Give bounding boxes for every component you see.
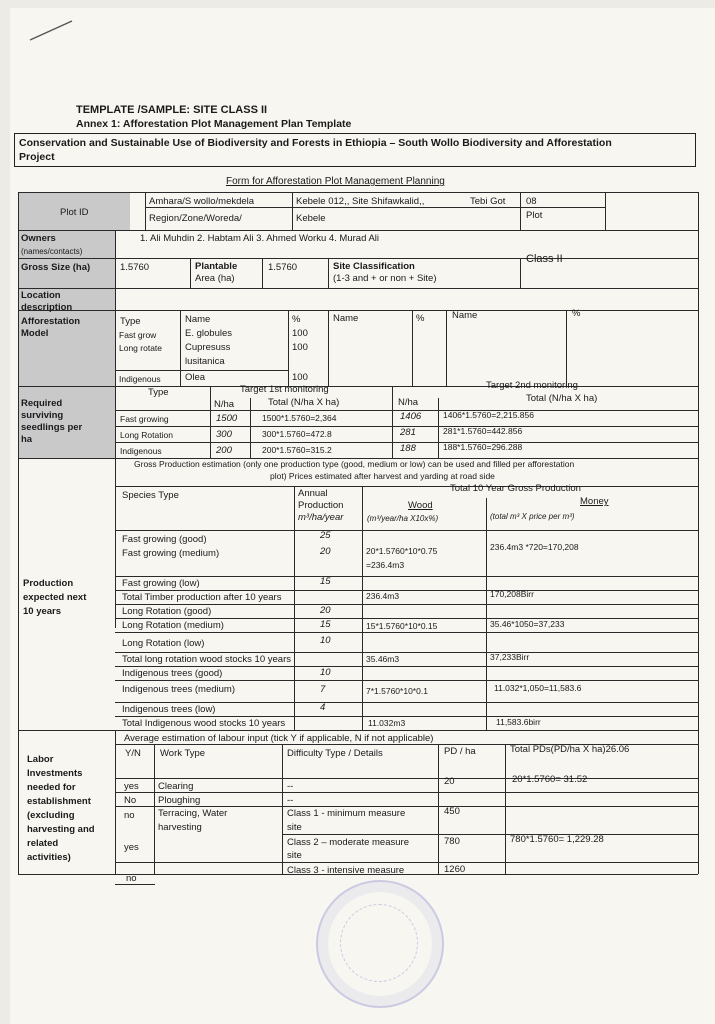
seedlings-label-4: ha (21, 434, 33, 445)
labor-label-8: activities) (27, 852, 71, 863)
owners-value: 1. Ali Muhdin 2. Habtam Ali 3. Ahmed Worku 4. Murad Ali (140, 233, 380, 244)
labor-note: Average estimation of labour input (tick Y if applicable, N if not applicable) (124, 733, 434, 744)
aff-row-name: E. globules (185, 328, 233, 339)
species-row-annual: 25 (320, 530, 331, 541)
total-production-header: Total 10 Year Gross Production (450, 483, 581, 494)
species-total-row: Total Indigenous wood stocks 10 years (122, 718, 286, 729)
labor-row-pd: 780 (444, 836, 460, 847)
seedling-row-n1: 1500 (216, 413, 238, 424)
species-row-wood: 7*1.5760*10*0.1 (366, 686, 428, 696)
aff-row-name-cont: lusitanica (185, 356, 225, 367)
labor-row-pd: 450 (444, 806, 460, 817)
species-row: Indigenous trees (low) (122, 704, 216, 715)
seedlings-label-1: Required (21, 398, 63, 409)
location-description-label: description (21, 302, 73, 313)
species-total-wood: 236.4m3 (366, 591, 400, 601)
plot-id-label: Plot ID (60, 207, 89, 218)
seedling-row-n2: 188 (400, 443, 416, 454)
gross-size-label: Gross Size (ha) (21, 262, 91, 273)
aff-row-type: Indigenous (119, 374, 161, 384)
aff-name-header-3: Name (452, 310, 478, 321)
wood-header: Wood (408, 500, 433, 511)
species-row-annual: 10 (320, 635, 331, 646)
seedling-row-type: Long Rotation (120, 430, 173, 440)
species-total-row: Total long rotation wood stocks 10 years (122, 654, 291, 665)
labor-label-1: Labor (27, 754, 54, 765)
labor-row-diff: -- (287, 781, 294, 792)
labor-row-diff: Class 1 - minimum measure (287, 808, 406, 819)
template-heading: TEMPLATE /SAMPLE: SITE CLASS II (76, 104, 268, 116)
labor-row-yn: yes (124, 842, 139, 853)
work-type-header: Work Type (160, 748, 206, 759)
aff-name-header-2: Name (333, 313, 359, 324)
seedling-row-n2: 281 (400, 427, 416, 438)
labor-row-yn: yes (124, 781, 139, 792)
production-label-2: expected next (23, 592, 87, 603)
aff-pct-header: % (292, 314, 301, 325)
afforestation-model-label: Model (21, 328, 49, 339)
pen-stroke-mark (28, 18, 74, 44)
labor-label-4: establishment (27, 796, 91, 807)
production-label-3: 10 years (23, 606, 62, 617)
labor-row-diff: Class 2 – moderate measure (287, 837, 409, 848)
species-row: Indigenous trees (medium) (122, 684, 235, 695)
site-class-label: Site Classification (333, 261, 415, 272)
species-total-wood: 11.032m3 (368, 718, 406, 728)
species-row: Fast growing (good) (122, 534, 207, 545)
project-title-line2: Project (19, 151, 55, 163)
labor-row-yn: No (124, 795, 137, 806)
species-row: Long Rotation (good) (122, 606, 212, 617)
nha-header-1: N/ha (214, 399, 235, 410)
labor-row-diff: -- (287, 795, 294, 806)
labor-row-work: Terracing, Water (158, 808, 228, 819)
production-note-1: Gross Production estimation (only one production type (good, medium or low) can be used and filled per afforestation (134, 459, 575, 469)
total-1-header: Total (N/ha X ha) (268, 397, 340, 408)
seedling-row-total1: 300*1.5760=472.8 (262, 429, 332, 439)
project-title-line1: Conservation and Sustainable Use of Biodiversity and Forests in Ethiopia – South Wollo Biodiversity and Afforestation (19, 137, 612, 149)
total-pd-header: Total PDs(PD/ha X ha)26.06 (510, 744, 630, 755)
species-row: Fast growing (medium) (122, 548, 220, 559)
tebi-got-value: Tebi Got (470, 196, 506, 207)
species-row: Long Rotation (medium) (122, 620, 224, 631)
labor-label-6: harvesting and (27, 824, 95, 835)
aff-row-pct: 100 (292, 328, 308, 339)
location-label: Location (21, 290, 61, 301)
plantable-value: 1.5760 (268, 262, 298, 273)
labor-row-diff-cont: site (287, 822, 302, 833)
annual-header-2: Production (298, 500, 344, 511)
seedling-row-n2: 1406 (400, 411, 422, 422)
labor-row-total: 780*1.5760= 1,229.28 (510, 834, 604, 845)
aff-row-type: Fast grow (119, 330, 157, 340)
money-header: Money (580, 496, 609, 507)
labor-row-pd: 1260 (444, 864, 466, 875)
species-row-money: 11.032*1,050=11,583.6 (494, 683, 582, 693)
owners-sub-label: (names/contacts) (21, 247, 83, 256)
labor-row-diff: Class 3 - intensive measure (287, 865, 405, 876)
species-row: Indigenous trees (good) (122, 668, 223, 679)
species-row-money: 236.4m3 *720=170,208 (490, 542, 579, 552)
target-1-header: Target 1st monitoring (240, 384, 329, 395)
labor-label-7: related (27, 838, 59, 849)
plot-number-label: Plot (526, 210, 543, 221)
seedling-row-type: Indigenous (120, 446, 162, 456)
seedling-row-total2: 188*1.5760=296.288 (443, 442, 523, 452)
project-title-box (14, 133, 696, 167)
seedlings-type-header: Type (148, 387, 169, 398)
labor-row-work: Ploughing (158, 795, 201, 806)
seedling-row-n1: 300 (216, 429, 232, 440)
site-class-value: Class II (526, 253, 563, 265)
seedling-row-total2: 281*1.5760=442.856 (443, 426, 523, 436)
species-total-wood: 35.46m3 (366, 654, 400, 664)
species-row-annual: 20 (320, 605, 331, 616)
species-row: Long Rotation (low) (122, 638, 205, 649)
aff-pct-header-2: % (416, 313, 425, 324)
seedlings-label-3: seedlings per (21, 422, 83, 433)
labor-label-3: needed for (27, 782, 76, 793)
gross-size-value: 1.5760 (120, 262, 150, 273)
difficulty-header: Difficulty Type / Details (287, 748, 383, 759)
species-total-row: Total Timber production after 10 years (122, 592, 282, 603)
owners-label: Owners (21, 233, 56, 244)
annual-header-1: Annual (298, 488, 328, 499)
total-2-header: Total (N/ha X ha) (526, 393, 598, 404)
species-row-wood: 15*1.5760*10*0.15 (366, 621, 438, 631)
aff-row-name: Cupresuss (185, 342, 231, 353)
species-total-money: 37,233Birr (490, 652, 530, 662)
species-row-annual: 7 (320, 684, 326, 695)
aff-type-header: Type (120, 316, 141, 327)
seedling-row-type: Fast growing (120, 414, 169, 424)
aff-pct-header-3: % (572, 308, 581, 319)
yn-header: Y/N (125, 748, 141, 759)
form-title: Form for Afforestation Plot Management Planning (226, 176, 445, 187)
labor-row-yn: no (126, 873, 137, 884)
annual-header-3: m³/ha/year (298, 512, 344, 523)
production-label-1: Production (23, 578, 74, 589)
species-row-wood-result: =236.4m3 (366, 560, 405, 570)
target-2-header: Target 2nd monitoring (486, 380, 578, 391)
species-type-header: Species Type (122, 490, 179, 501)
seedling-row-total1: 1500*1.5760=2,364 (262, 413, 337, 423)
seedlings-label-2: surviving (21, 410, 64, 421)
kebele-label: Kebele (296, 213, 326, 224)
species-row-wood: 20*1.5760*10*0.75 (366, 546, 438, 556)
region-value: Amhara/S wollo/mekdela (149, 196, 255, 207)
labor-row-pd: 20 (444, 776, 455, 787)
plantable-area-label: Area (ha) (195, 273, 235, 284)
plantable-label: Plantable (195, 261, 238, 272)
pd-ha-header: PD / ha (444, 746, 476, 757)
species-total-money: 170,208Birr (490, 589, 534, 599)
aff-row-pct: 100 (292, 372, 308, 383)
seedling-row-total1: 200*1.5760=315.2 (262, 445, 332, 455)
kebele-value: Kebele 012,, Site Shifawkalid,, (296, 196, 425, 207)
nha-header-2: N/ha (398, 397, 419, 408)
annex-heading: Annex 1: Afforestation Plot Management Plan Template (76, 118, 352, 130)
site-class-sub-label: (1-3 and + or non + Site) (333, 273, 437, 284)
labor-row-work-cont: harvesting (158, 822, 202, 833)
plot-number-value: 08 (526, 196, 537, 207)
labor-label-2: Investments (27, 768, 83, 779)
labor-row-diff-cont: site (287, 850, 302, 861)
aff-row-pct: 100 (292, 342, 308, 353)
wood-sub-header: (m³/year/ha X10x%) (367, 514, 439, 523)
species-row-annual: 20 (320, 546, 331, 557)
labor-row-work: Clearing (158, 781, 194, 792)
species-row-money: 35.46*1050=37,233 (490, 619, 565, 629)
seedling-row-n1: 200 (216, 445, 232, 456)
aff-name-header: Name (185, 314, 211, 325)
species-row-annual: 15 (320, 619, 331, 630)
afforestation-label: Afforestation (21, 316, 81, 327)
labor-row-yn: no (124, 810, 135, 821)
labor-row-total: 20*1.5760= 31.52 (512, 774, 588, 785)
species-row-annual: 15 (320, 576, 331, 587)
money-sub-header: (total m³ X price per m³) (490, 512, 575, 521)
official-seal-stamp (316, 880, 444, 1008)
species-row-annual: 10 (320, 667, 331, 678)
species-row-annual: 4 (320, 702, 326, 713)
aff-row-name: Olea (185, 372, 206, 383)
species-total-money: 11,583.6birr (496, 717, 541, 727)
species-row: Fast growing (low) (122, 578, 200, 589)
seedling-row-total2: 1406*1.5760=2,215.856 (443, 410, 534, 420)
production-note-2: plot) Prices estimated after harvest and yarding at road side (270, 471, 495, 481)
aff-row-type: Long rotate (119, 343, 163, 353)
region-label: Region/Zone/Woreda/ (149, 213, 242, 224)
labor-label-5: (excluding (27, 810, 75, 821)
